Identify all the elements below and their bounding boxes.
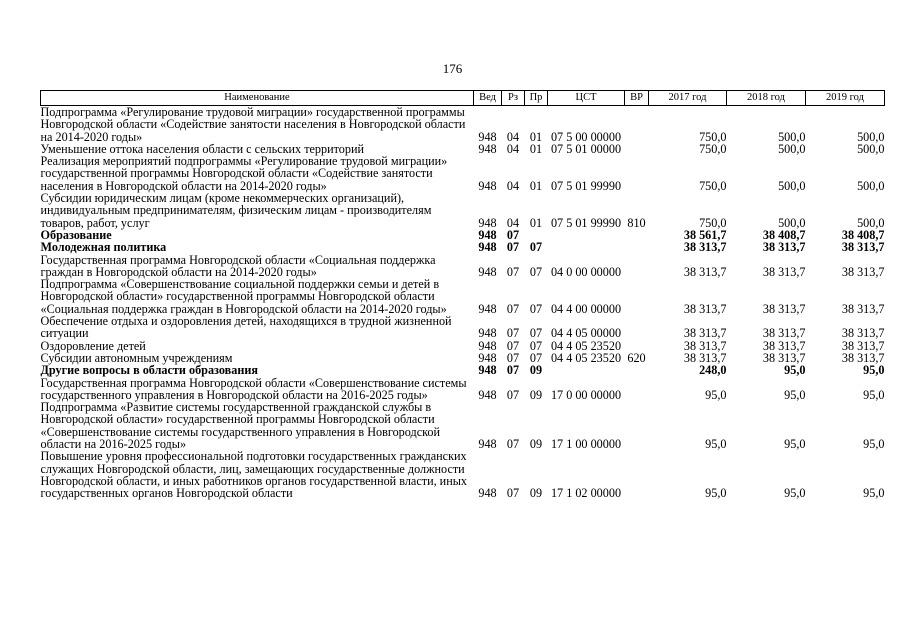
table-row [41, 450, 885, 499]
row-amount-2018: 38 313,7 [762, 240, 806, 255]
row-amount-2017: 38 313,7 [683, 338, 727, 353]
row-pr: 07 [529, 301, 543, 316]
row-name: Образование [40, 227, 112, 242]
table-row [41, 364, 885, 376]
row-vr: 620 [627, 350, 646, 365]
row-pr: 01 [529, 178, 543, 193]
row-name: Подпрограмма «Развитие системы государственной гражданской службы в Новгородской области» государственной программы Новгородской области «Совершенствование системы государственного управления в Новгородской области на 2016-2025 годы» [40, 400, 441, 452]
row-vr [625, 229, 649, 241]
page-number: 176 [442, 61, 463, 76]
row-vr [625, 377, 649, 402]
row-amount-2019: 95,0 [863, 486, 885, 501]
row-cst: 17 0 00 00000 [550, 387, 622, 402]
table-body [41, 106, 885, 500]
row-rz: 07 [506, 387, 520, 402]
row-amount-2019: 95,0 [863, 363, 885, 378]
row-amount-2017: 750,0 [699, 215, 727, 230]
row-name: Обеспечение отдыха и оздоровления детей, находящихся в трудной жизненной ситуации [40, 314, 452, 341]
row-pr: 07 [529, 326, 543, 341]
row-rz: 07 [506, 227, 520, 242]
row-pr: 01 [529, 141, 543, 156]
row-rz: 07 [506, 301, 520, 316]
row-amount-2019: 38 313,7 [841, 301, 885, 316]
row-amount-2018: 95,0 [784, 437, 806, 452]
row-pr: 09 [529, 363, 543, 378]
row-amount-2018: 500,0 [778, 129, 806, 144]
row-name: Подпрограмма «Регулирование трудовой миграции» государственной программы Новгородской области «Содействие занятости населения в Новгородской области на 2014-2020 годы» [40, 105, 466, 144]
row-amount-2017: 248,0 [699, 363, 727, 378]
table-header [41, 91, 885, 106]
row-cst: 04 4 05 23520 [550, 350, 622, 365]
row-name: Подпрограмма «Совершенствование социальной поддержки семьи и детей в Новгородской области» государственной программы Новгородской области «Социальная поддержка граждан в Новгородской области на 2014-2020 годы» [40, 277, 447, 316]
row-rz: 04 [506, 141, 520, 156]
row-amount-2019: 500,0 [857, 141, 885, 156]
row-cst: 07 5 00 00000 [550, 129, 622, 144]
row-amount-2019: 38 313,7 [841, 350, 885, 365]
row-amount-2018: 38 313,7 [762, 338, 806, 353]
row-pr: 01 [529, 215, 543, 230]
row-ved: 948 [478, 338, 497, 353]
row-vr [625, 106, 649, 143]
row-amount-2017: 38 313,7 [683, 264, 727, 279]
row-cst [548, 364, 625, 376]
row-amount-2018: 38 313,7 [762, 326, 806, 341]
row-ved: 948 [478, 178, 497, 193]
row-ved: 948 [478, 301, 497, 316]
row-ved: 948 [478, 387, 497, 402]
header-pr: Пр [525, 91, 548, 106]
row-pr: 07 [529, 338, 543, 353]
row-amount-2018: 38 313,7 [762, 264, 806, 279]
row-cst [548, 229, 625, 241]
row-amount-2018: 500,0 [778, 141, 806, 156]
row-pr: 01 [529, 129, 543, 144]
row-amount-2017: 38 313,7 [683, 326, 727, 341]
row-pr: 07 [529, 264, 543, 279]
row-rz: 07 [506, 363, 520, 378]
row-amount-2019: 38 408,7 [841, 227, 885, 242]
row-amount-2017: 38 313,7 [683, 301, 727, 316]
row-ved: 948 [478, 437, 497, 452]
row-amount-2019: 500,0 [857, 215, 885, 230]
row-pr: 09 [529, 387, 543, 402]
row-amount-2017: 95,0 [705, 437, 727, 452]
row-ved: 948 [478, 240, 497, 255]
row-name: Реализация мероприятий подпрограммы «Регулирование трудовой миграции» государственной программы Новгородской области «Содействие занятости населения в Новгородской области на 2014-2020 годы» [40, 154, 448, 193]
row-amount-2018: 95,0 [784, 363, 806, 378]
row-cst: 04 0 00 00000 [550, 264, 622, 279]
row-vr [625, 315, 649, 340]
row-cst: 07 5 01 99990 [550, 215, 622, 230]
row-amount-2017: 95,0 [705, 387, 727, 402]
row-amount-2019: 38 313,7 [841, 240, 885, 255]
row-rz: 07 [506, 486, 520, 501]
row-ved: 948 [478, 215, 497, 230]
row-amount-2019: 38 313,7 [841, 326, 885, 341]
row-rz: 04 [506, 129, 520, 144]
row-vr [625, 450, 649, 499]
row-ved: 948 [478, 141, 497, 156]
header-2018: 2018 год [727, 91, 806, 106]
header-vr: ВР [625, 91, 649, 106]
table-row [41, 401, 885, 450]
row-vr [625, 241, 649, 253]
row-amount-2017: 750,0 [699, 129, 727, 144]
row-amount-2017: 750,0 [699, 141, 727, 156]
row-name: Субсидии юридическим лицам (кроме некоммерческих организаций), индивидуальным предпринимателям, физическим лицам - производителям товаров, работ, услуг [40, 191, 432, 230]
row-ved: 948 [478, 350, 497, 365]
row-amount-2018: 500,0 [778, 215, 806, 230]
row-amount-2019: 38 313,7 [841, 338, 885, 353]
budget-table [40, 90, 885, 500]
row-amount-2017: 750,0 [699, 178, 727, 193]
row-cst: 04 4 05 00000 [550, 326, 622, 341]
row-pr: 09 [529, 437, 543, 452]
row-amount-2018: 38 408,7 [762, 227, 806, 242]
row-name: Другие вопросы в области образования [40, 363, 258, 378]
row-ved: 948 [478, 326, 497, 341]
row-cst: 04 4 00 00000 [550, 301, 622, 316]
row-vr [625, 155, 649, 192]
header-name: Наименование [41, 91, 474, 106]
row-rz: 07 [506, 338, 520, 353]
header-ved: Вед [474, 91, 502, 106]
row-ved: 948 [478, 363, 497, 378]
header-2019: 2019 год [806, 91, 885, 106]
table-row [41, 241, 885, 253]
row-cst: 07 5 01 99990 [550, 178, 622, 193]
row-cst: 07 5 01 00000 [550, 141, 622, 156]
row-rz: 07 [506, 437, 520, 452]
table-row [41, 155, 885, 192]
row-vr [625, 364, 649, 376]
row-amount-2019: 500,0 [857, 129, 885, 144]
row-amount-2019: 95,0 [863, 387, 885, 402]
row-vr [625, 254, 649, 279]
row-name: Государственная программа Новгородской области «Совершенствование системы государственного управления в Новгородской области на 2016-2025 годы» [40, 375, 467, 402]
row-vr [625, 401, 649, 450]
row-pr: 07 [529, 240, 543, 255]
row-vr [625, 278, 649, 315]
table-row [41, 377, 885, 402]
row-amount-2017: 38 313,7 [683, 350, 727, 365]
row-amount-2017: 38 313,7 [683, 240, 727, 255]
row-pr: 07 [529, 350, 543, 365]
table-row [41, 315, 885, 340]
row-amount-2018: 95,0 [784, 387, 806, 402]
row-rz: 04 [506, 215, 520, 230]
table-row [41, 106, 885, 143]
row-name: Повышение уровня профессиональной подготовки государственных гражданских служащих Новгородской области, лиц, замещающих государственные должности Новгородской области, и иных работников органов государственной власти, иных государственных органов Новгородской области [40, 449, 468, 501]
row-amount-2018: 38 313,7 [762, 301, 806, 316]
row-name: Оздоровление детей [40, 338, 146, 353]
table-row [41, 278, 885, 315]
row-rz: 04 [506, 178, 520, 193]
row-amount-2018: 500,0 [778, 178, 806, 193]
row-name: Государственная программа Новгородской области «Социальная поддержка граждан в Новгородской области на 2014-2020 годы» [40, 252, 436, 279]
row-rz: 07 [506, 240, 520, 255]
row-name: Молодежная политика [40, 240, 167, 255]
row-cst: 17 1 00 00000 [550, 437, 622, 452]
header-rz: Рз [502, 91, 525, 106]
row-name: Уменьшение оттока населения области с сельских территорий [40, 141, 365, 156]
row-cst: 17 1 02 00000 [550, 486, 622, 501]
row-ved: 948 [478, 264, 497, 279]
row-cst: 04 4 05 23520 [550, 338, 622, 353]
row-ved: 948 [478, 486, 497, 501]
row-rz: 07 [506, 326, 520, 341]
row-amount-2018: 95,0 [784, 486, 806, 501]
row-amount-2018: 38 313,7 [762, 350, 806, 365]
row-vr [625, 143, 649, 155]
row-rz: 07 [506, 264, 520, 279]
row-cst [548, 241, 625, 253]
row-ved: 948 [478, 227, 497, 242]
table-row [41, 254, 885, 279]
row-ved: 948 [478, 129, 497, 144]
row-amount-2017: 95,0 [705, 486, 727, 501]
table-row [41, 192, 885, 229]
row-name: Субсидии автономным учреждениям [40, 350, 233, 365]
row-amount-2019: 38 313,7 [841, 264, 885, 279]
row-amount-2019: 500,0 [857, 178, 885, 193]
row-pr: 09 [529, 486, 543, 501]
row-rz: 07 [506, 350, 520, 365]
header-2017: 2017 год [649, 91, 727, 106]
header-cst: ЦСТ [548, 91, 625, 106]
table-row [41, 229, 885, 241]
row-vr: 810 [627, 215, 646, 230]
row-amount-2019: 95,0 [863, 437, 885, 452]
row-amount-2017: 38 561,7 [683, 227, 727, 242]
